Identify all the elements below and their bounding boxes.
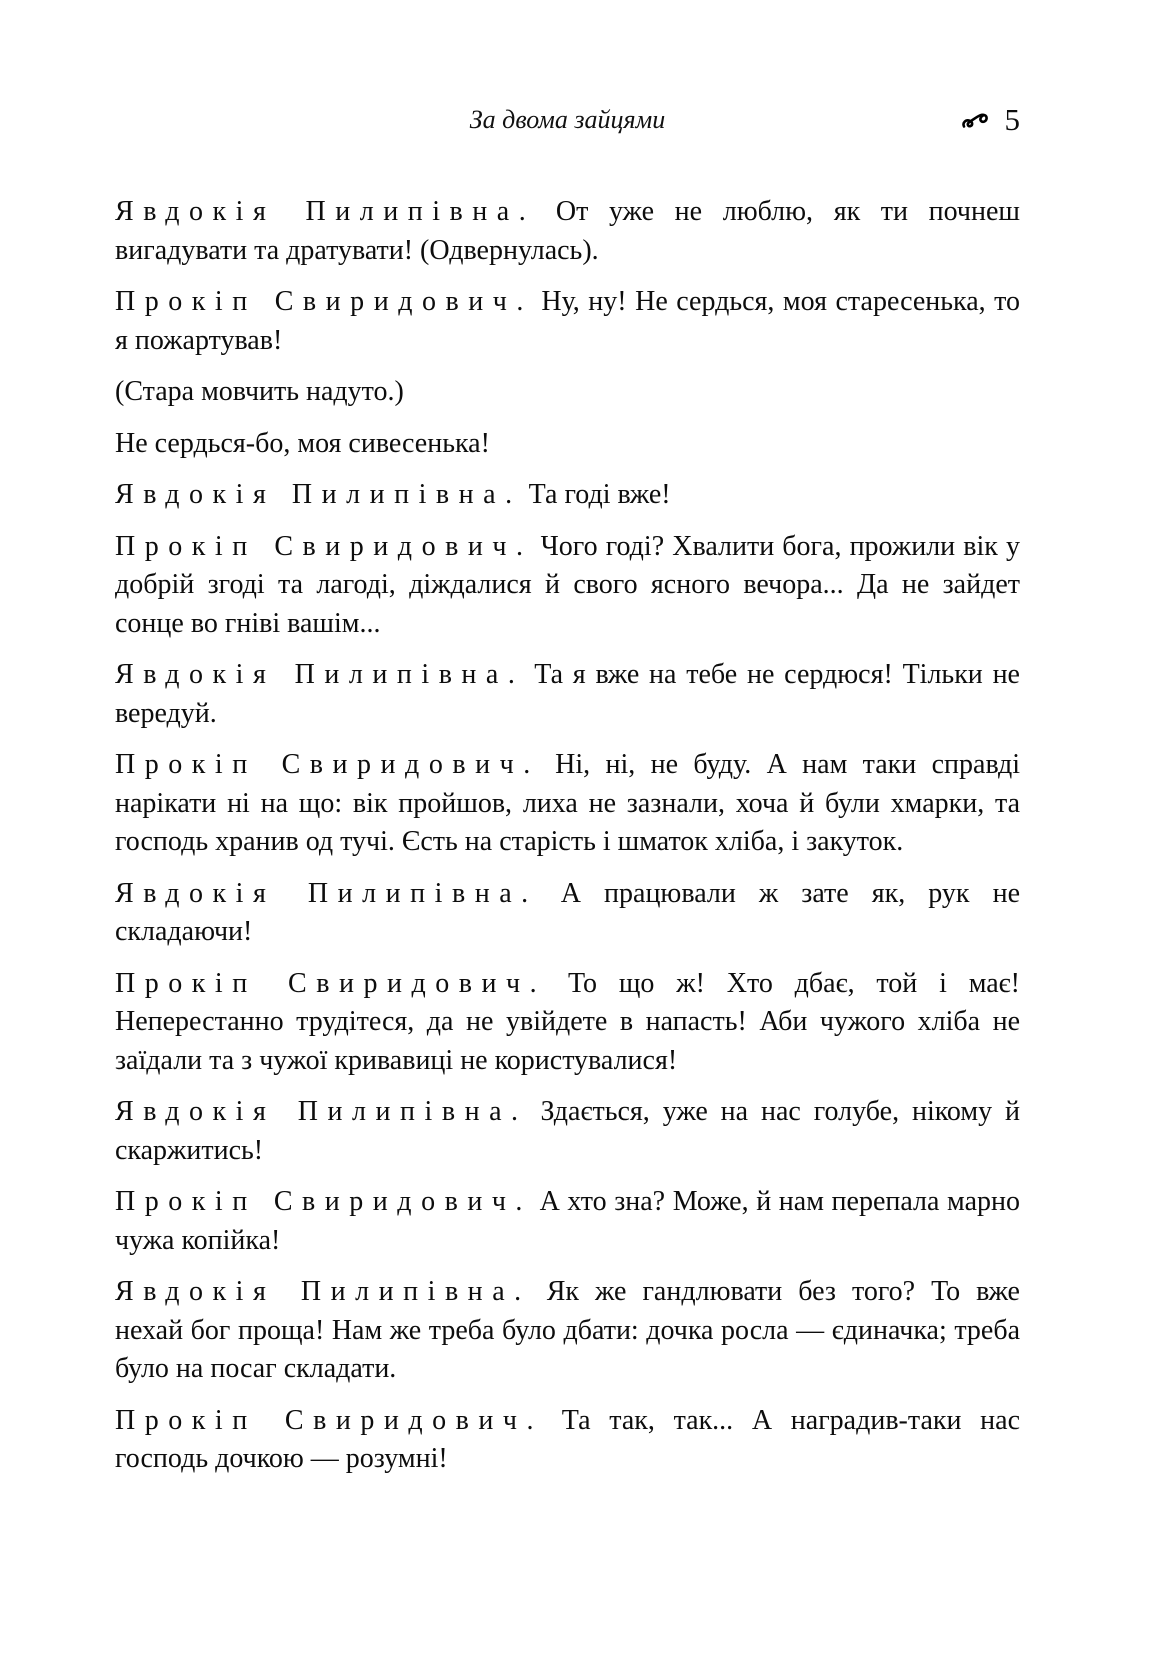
speaker-name: Явдокія Пилипівна.: [115, 1096, 528, 1127]
dialogue-paragraph: [115, 656, 1020, 733]
speaker-name: Прокіп Свиридович.: [115, 530, 533, 562]
dialogue-line: Ні, ні, не буду. А нам таки справді нарікати ні на що: вік пройшов, лиха не зазнали, хоча й були хмарки, та господь хранив од тучі. Єсть на старість і шматок хліба, і закуток.: [115, 749, 1021, 857]
dialogue-line: Здається, уже на нас голубе, нікому й скаржитись!: [115, 1096, 1021, 1166]
dialogue-paragraph: [115, 746, 1020, 862]
speaker-name: Прокіп Свиридович.: [115, 749, 540, 780]
book-page: [115, 0, 1020, 1479]
speaker-name: Явдокія Пилипівна.: [115, 196, 536, 227]
speaker-name: Прокіп Свиридович.: [115, 1404, 544, 1436]
dialogue-text: [115, 193, 1020, 1479]
dialogue-line: От уже не люблю, як ти почнеш вигадувати та дратувати! (Одвернулась).: [115, 196, 1020, 266]
dialogue-line: Чого годі? Хвалити бога, прожили вік у добрій згоді та лагоді, діждалися й свого ясного вечора... Да не зайдет сонце во гніві вашім...: [115, 530, 1020, 639]
speaker-name: Прокіп Свиридович.: [115, 286, 533, 317]
fleuron-icon: [961, 112, 991, 132]
speaker-name: Явдокія Пилипівна.: [115, 877, 538, 909]
speaker-name: Явдокія Пилипівна.: [115, 659, 525, 690]
dialogue-paragraph: [115, 1183, 1020, 1260]
dialogue-line: Та так, так... А наградив-таки нас господь дочкою — розумні!: [115, 1404, 1021, 1474]
dialogue-line: Та я вже на тебе не сердюся! Тільки не вередуй.: [115, 659, 1020, 729]
dialogue-paragraph: [115, 425, 1020, 464]
dialogue-paragraph: [115, 1273, 1020, 1389]
dialogue-paragraph: [115, 965, 1020, 1081]
dialogue-paragraph: [115, 528, 1020, 644]
dialogue-paragraph: [115, 476, 1020, 515]
dialogue-line: А працювали ж зате як, рук не складаючи!: [115, 877, 1020, 947]
header-right-group: [961, 100, 1021, 140]
dialogue-line: (Стара мовчить надуто.): [115, 376, 404, 407]
dialogue-line: Ну, ну! Не сердься, моя старесенька, то я пожартував!: [115, 286, 1020, 356]
page-number: 5: [1004, 102, 1020, 137]
dialogue-line: Не сердься-бо, моя сивесенька!: [115, 427, 490, 459]
dialogue-paragraph: [115, 193, 1020, 270]
dialogue-line: То що ж! Хто дбає, той і має! Неперестанно трудітеся, да не увійдете в напасть! Аби чужого хліба не заїдали та з чужої кривавиці не користувалися!: [115, 967, 1020, 1076]
dialogue-paragraph: [115, 1093, 1020, 1170]
speaker-name: Явдокія Пилипівна.: [115, 1276, 531, 1307]
running-header: [115, 100, 1020, 140]
dialogue-paragraph: [115, 875, 1020, 952]
running-title: За двома зайцями: [469, 105, 666, 134]
dialogue-paragraph: [115, 283, 1020, 360]
dialogue-line: Як же гандлювати без того? То вже нехай бог проща! Нам же треба було дбати: дочка росла — єдиначка; треба було на посаг складати.: [115, 1276, 1020, 1384]
dialogue-paragraph: [115, 373, 1020, 412]
speaker-name: Прокіп Свиридович.: [115, 1186, 532, 1217]
speaker-name: Прокіп Свиридович.: [115, 967, 547, 999]
dialogue-line: Та годі вже!: [528, 479, 671, 510]
speaker-name: Явдокія Пилипівна.: [115, 479, 522, 510]
dialogue-paragraph: [115, 1402, 1020, 1479]
dialogue-line: А хто зна? Може, й нам перепала марно чужа копійка!: [115, 1186, 1020, 1256]
